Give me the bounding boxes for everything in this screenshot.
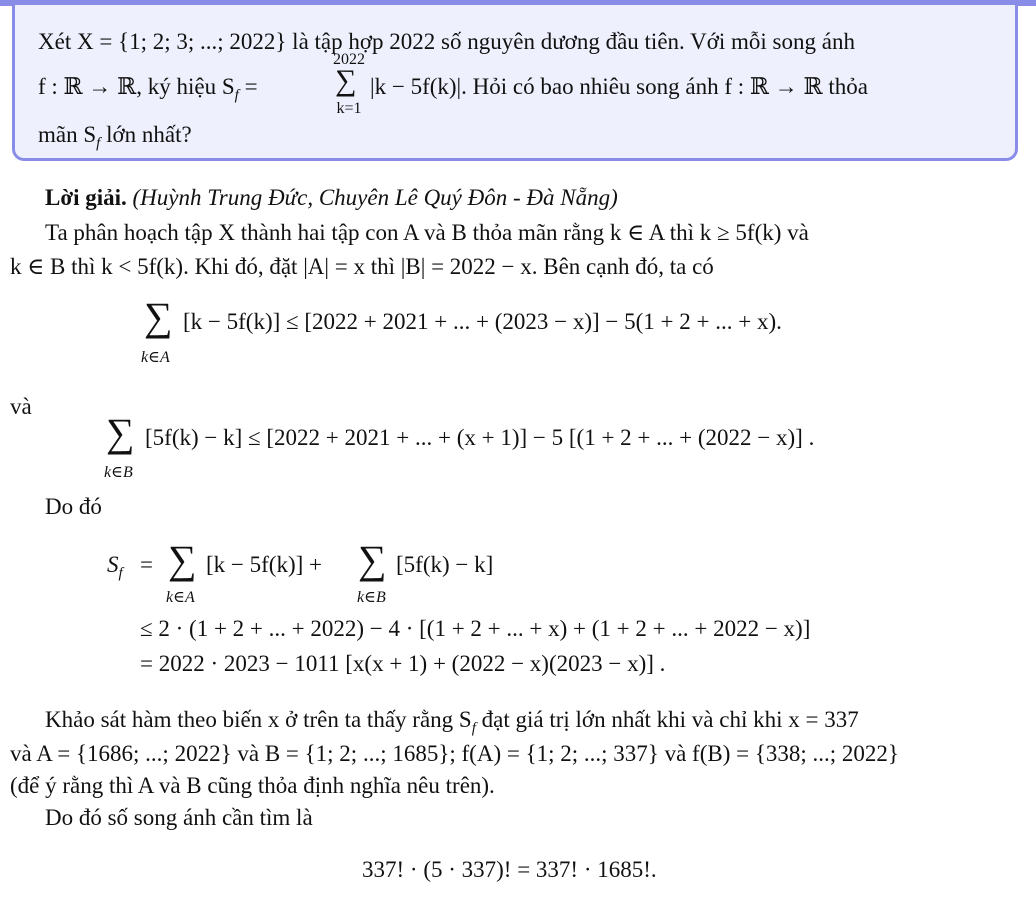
problem-line-3	[38, 121, 192, 158]
solution-p2-line1-text: Khảo sát hàm theo biến x ở trên ta thấy rằng S	[45, 707, 472, 732]
problem-line-3-text: mãn S	[38, 122, 97, 147]
solution-author: (Huỳnh Trung Đức, Chuyên Lê Quý Đôn - Đà Nẵng)	[132, 185, 618, 210]
problem-line-3-end: lớn nhất?	[106, 122, 192, 147]
eq3-lhs	[107, 551, 123, 588]
problem-sum-sigma: ∑	[335, 64, 357, 97]
eq3-sub-a: k∈A	[166, 589, 195, 606]
solution-p1-line2: k ∈ B thì k < 5f(k). Khi đó, đặt |A| = x thì |B| = 2022 − x. Bên cạnh đó, ta có	[10, 254, 714, 279]
eq3-end: [5f(k) − k]	[396, 552, 494, 577]
va-word: và	[10, 394, 32, 419]
eq1-body: [k − 5f(k)] ≤ [2022 + 2021 + ... + (2023 − x)] − 5(1 + 2 + ... + x).	[183, 309, 782, 334]
eq3-eq: =	[140, 552, 153, 577]
eq3-sigma-b: ∑	[358, 537, 387, 582]
eq3-lhs-sub: f	[118, 565, 123, 582]
final-equation: 337! · (5 · 337)! = 337! · 1685!.	[362, 857, 657, 882]
eq3-sub-b: k∈B	[357, 589, 386, 606]
problem-line-1: Xét X = {1; 2; 3; ...; 2022} là tập hợp 2022 số nguyên dương đầu tiên. Với mỗi song ánh	[38, 29, 855, 54]
eq2-sigma: ∑	[106, 410, 135, 455]
solution-p2-line3: (để ý rằng thì A và B cũng thỏa định nghĩa nêu trên).	[10, 773, 495, 798]
eq3-line3: = 2022 · 2023 − 1011 [x(x + 1) + (2022 − x)(2023 − x)] .	[140, 651, 666, 676]
solution-p2-line2: và A = {1686; ...; 2022} và B = {1; 2; ...; 1685}; f(A) = {1; 2; ...; 337} và f(B) = {338; ...; 2022}	[10, 741, 899, 766]
solution-p1-line1: Ta phân hoạch tập X thành hai tập con A và B thỏa mãn rằng k ∈ A thì k ≥ 5f(k) và	[45, 220, 809, 245]
solution-p2-line1	[45, 706, 859, 743]
solution-p2-line1-sub: f	[471, 720, 476, 737]
solution-heading-line	[45, 184, 618, 212]
problem-line-2-end: |k − 5f(k)|. Hỏi có bao nhiêu song ánh f : ℝ → ℝ thỏa	[370, 74, 868, 99]
solution-p3-line1: Do đó số song ánh cần tìm là	[45, 805, 313, 830]
solution-heading: Lời giải.	[45, 185, 127, 210]
do-do-text: Do đó	[45, 494, 102, 519]
problem-line-3-sub: f	[96, 135, 101, 152]
problem-sum-bottom: k=1	[336, 100, 362, 117]
eq3-mid: [k − 5f(k)] +	[206, 552, 322, 577]
solution-p2-line1-end: đạt giá trị lớn nhất khi và chỉ khi x = 337	[481, 707, 859, 732]
eq3-sigma-a: ∑	[168, 537, 197, 582]
problem-line-2-start	[38, 73, 258, 110]
eq3-line2: ≤ 2 · (1 + 2 + ... + 2022) − 4 · [(1 + 2 + ... + x) + (1 + 2 + ... + 2022 − x)]	[140, 616, 811, 641]
eq3-lhs-s: S	[107, 552, 119, 577]
problem-line-2-text: f : ℝ → ℝ, ký hiệu S	[38, 74, 235, 99]
problem-line-2-eq: =	[244, 74, 258, 99]
problem-sum-top: 2022	[333, 51, 365, 68]
eq2-body: [5f(k) − k] ≤ [2022 + 2021 + ... + (x + 1)] − 5 [(1 + 2 + ... + (2022 − x)] .	[145, 425, 815, 450]
eq2-sub: k∈B	[104, 464, 133, 481]
eq1-sigma: ∑	[144, 294, 173, 339]
eq1-sub: k∈A	[141, 349, 170, 366]
problem-line-2-sub: f	[234, 87, 239, 104]
